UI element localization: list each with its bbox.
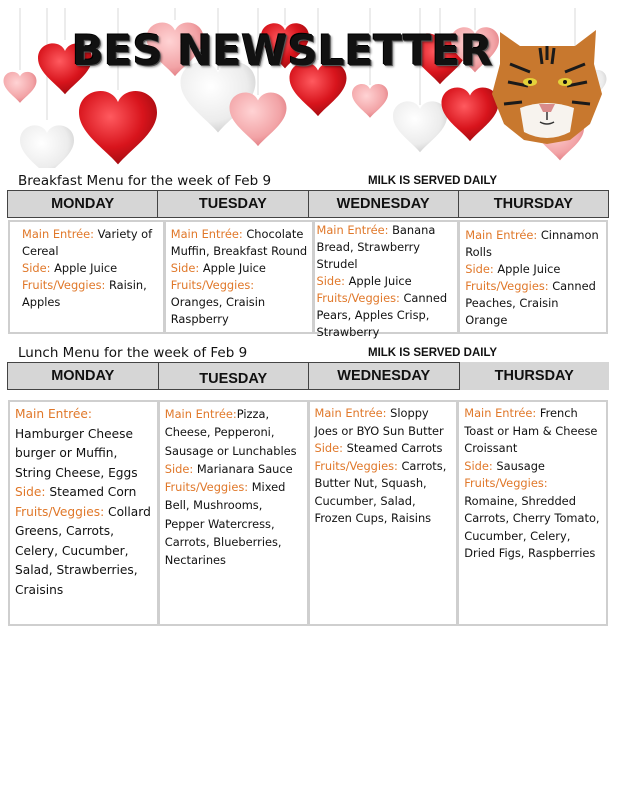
side-value: Apple Juice [50,261,118,275]
lunch-cell-monday [10,402,160,624]
fruits-veggies-value: Oranges, Craisin Raspberry [170,295,266,326]
main-entree-label: Main Entrée: [465,228,538,242]
fruits-veggies-label: Fruits/Veggies: [316,291,400,305]
fruits-veggies-value: Collard Greens, Carrots, Celery, Cucumber, Salad, Strawberries, Craisins [15,504,151,597]
side-label: Side: [164,461,194,476]
breakfast-cell-wednesday [315,222,461,339]
breakfast-header-wednesday: WEDNESDAY [309,190,459,218]
main-entree-label: Main Entrée: [314,406,387,420]
breakfast-day-headers [7,190,609,218]
side-label: Side: [22,261,51,275]
fruits-veggies-label: Fruits/Veggies: [314,458,398,473]
lunch-cell-tuesday [160,402,310,624]
side-value: Apple Juice [344,274,412,288]
main-entree-label: Main Entrée: [464,406,537,420]
breakfast-header-monday: MONDAY [7,190,158,218]
fruits-veggies-value: Mixed Bell, Mushrooms, Pepper Watercress, Carrots, Blueberries, Nectarines [164,480,286,568]
main-entree-value: Variety of Cereal [22,227,153,258]
side-value: Sausage [492,458,545,473]
newsletter-banner [0,0,618,168]
main-entree-label: Main Entrée: [164,407,237,421]
breakfast-title: Breakfast Menu for the week of Feb 9 [18,173,272,189]
breakfast-menu-grid [8,220,608,339]
lunch-header-tuesday: TUESDAY [159,362,310,390]
lunch-day-headers [7,362,609,390]
lunch-header-wednesday: WEDNESDAY [309,362,460,390]
side-value: Apple Juice [199,261,266,275]
fruits-veggies-label: Fruits/Veggies: [170,278,255,292]
lunch-title: Lunch Menu for the week of Feb 9 [18,345,248,361]
side-label: Side: [316,274,345,288]
main-entree-label: Main Entrée: [15,407,93,421]
lunch-header-thursday: THURSDAY [460,362,610,390]
fruits-veggies-value: Canned Pears, Apples Crisp, Strawberry [316,291,448,339]
main-entree-value: Pizza, Cheese, Pepperoni, Sausage or Lunchables [164,407,297,458]
main-entree-value: Sloppy Joes or BYO Sun Butter [314,406,444,438]
side-value: Steamed Carrots [342,441,443,455]
fruits-veggies-value: Raisin, Apples [22,278,147,309]
main-entree-label: Main Entrée: [316,223,389,237]
fruits-veggies-value: Canned Peaches, Craisin Orange [465,279,596,327]
lunch-header-monday: MONDAY [7,362,159,390]
main-entree-value: French Toast or Ham & Cheese Croissant [464,406,598,455]
fruits-veggies-label: Fruits/Veggies: [164,480,249,495]
main-entree-value: Banana Bread, Strawberry Strudel [316,223,436,271]
side-label: Side: [464,458,493,473]
breakfast-cell-monday [10,222,166,332]
fruits-veggies-label: Fruits/Veggies: [465,279,549,293]
side-label: Side: [314,441,343,455]
breakfast-cell-thursday [460,222,606,332]
lunch-cell-thursday [459,402,606,624]
side-label: Side: [465,262,494,276]
side-value: Marianara Sauce [193,461,293,476]
fruits-veggies-value: Romaine, Shredded Carrots, Cherry Tomato, Cucumber, Celery, Dried Figs, Raspberries [464,493,600,560]
breakfast-cell-tuesday [166,222,315,332]
fruits-veggies-label: Fruits/Veggies: [22,278,106,292]
lunch-milk-note: MILK IS SERVED DAILY [368,347,498,359]
fruits-veggies-label: Fruits/Veggies: [15,504,105,519]
tiger-mascot-icon [490,24,605,144]
main-entree-value: Hamburger Cheese burger or Muffin, String Cheese, Eggs [15,426,138,480]
side-value: Steamed Corn [45,485,137,499]
main-entree-label: Main Entrée: [170,227,243,241]
main-entree-value: Chocolate Muffin, Breakfast Round [170,227,308,258]
side-label: Side: [170,261,200,275]
fruits-veggies-label: Fruits/Veggies: [464,476,548,490]
breakfast-header-thursday: THURSDAY [459,190,609,218]
lunch-cell-wednesday [310,402,460,624]
fruits-veggies-value: Carrots, Butter Nut, Squash, Cucumber, Salad, Frozen Cups, Raisins [314,458,447,525]
breakfast-milk-note: MILK IS SERVED DAILY [368,175,498,187]
lunch-menu-grid [8,400,608,626]
breakfast-header-tuesday: TUESDAY [158,190,308,218]
newsletter-title: BES NEWSLETTER [72,26,493,75]
main-entree-label: Main Entrée: [22,227,94,241]
side-value: Apple Juice [493,262,561,276]
side-label: Side: [15,485,46,499]
main-entree-value: Cinnamon Rolls [465,228,599,259]
